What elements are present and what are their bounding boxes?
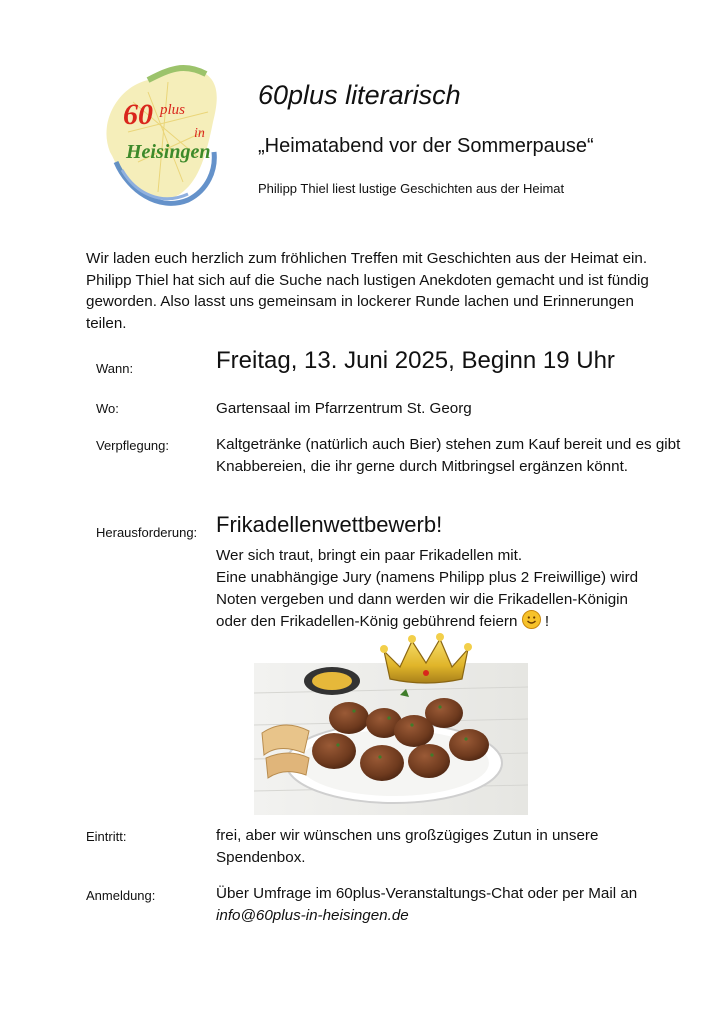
exclamation: !	[544, 613, 550, 630]
herausforderung-label: Herausforderung:	[96, 525, 198, 540]
eintritt-label: Eintritt:	[86, 829, 127, 844]
smiley-icon	[522, 610, 541, 629]
challenge-headline: Frikadellenwettbewerb!	[216, 512, 443, 537]
verpflegung-label: Verpflegung:	[96, 438, 170, 453]
logo	[88, 62, 238, 212]
intro-paragraph: Wir laden euch herzlich zum fröhlichen Treffen mit Geschichten aus der Heimat ein. Philipp Thiel hat sich auf die Suche nach lustigen Anekdoten gemacht und ist fündig geworden. Also lasst uns gemeinsam in lockerer Runde lachen und Erinnerungen teilen.	[86, 250, 649, 332]
svg-text:plus: plus	[160, 102, 186, 118]
event-subtitle: „Heimatabend vor der Sommerpause“	[258, 135, 594, 157]
anmeldung-value	[216, 883, 646, 926]
anmeldung-text: Über Umfrage im 60plus-Veranstaltungs-Chat oder per Mail an	[216, 885, 638, 902]
page-title: 60plus literarisch	[258, 80, 461, 110]
challenge-line-2	[216, 567, 661, 633]
challenge-line-1: Wer sich traut, bringt ein paar Frikadellen mit.	[216, 547, 523, 564]
wo-label: Wo:	[96, 401, 119, 416]
event-tagline: Philipp Thiel liest lustige Geschichten aus der Heimat	[258, 181, 565, 196]
svg-text:in: in	[194, 126, 205, 141]
wo-value: Gartensaal im Pfarrzentrum St. Georg	[216, 400, 472, 417]
svg-text:Heisingen: Heisingen	[126, 141, 211, 163]
wann-value: Freitag, 13. Juni 2025, Beginn 19 Uhr	[216, 347, 615, 374]
svg-text:60: 60	[123, 98, 153, 131]
verpflegung-value: Kaltgetränke (natürlich auch Bier) stehen zum Kauf bereit und es gibt Knabbereien, die ihr gerne durch Mitbringsel ergänzen könnt.	[216, 436, 681, 475]
eintritt-value: frei, aber wir wünschen uns großzügiges Zutun in unsere Spendenbox.	[216, 827, 599, 866]
anmeldung-label: Anmeldung:	[86, 888, 156, 903]
challenge-text: Eine unabhängige Jury (namens Philipp plus 2 Freiwillige) wird Noten vergeben und dann werden wir die Frikadellen-Königin oder den Frikadellen-König gebührend feiern	[216, 569, 639, 630]
email-link[interactable]: info@60plus-in-heisingen.de	[216, 906, 409, 924]
crown-icon	[378, 627, 474, 689]
wann-label: Wann:	[96, 361, 134, 376]
